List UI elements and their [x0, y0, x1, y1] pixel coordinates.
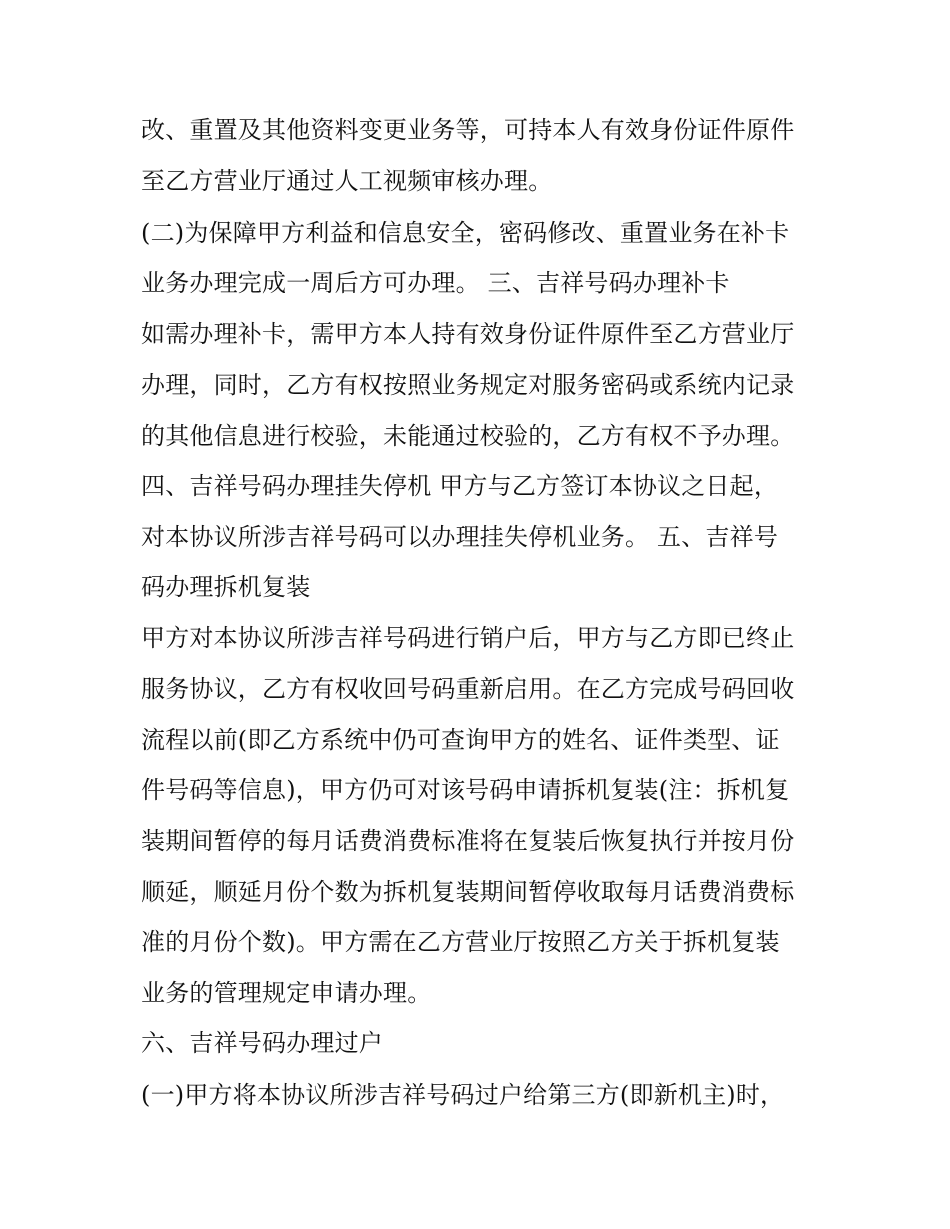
text-line: 码办理拆机复装 [141, 573, 311, 601]
text-line: 服务协议，乙方有权收回号码重新启用。在乙方完成号码回收 [141, 675, 795, 703]
text-line: 业务办理完成一周后方可办理。 三、吉祥号码办理补卡 [141, 269, 730, 297]
text-line: 改、重置及其他资料变更业务等，可持本人有效身份证件原件 [141, 116, 795, 144]
text-line: (二)为保障甲方利益和信息安全，密码修改、重置业务在补卡 [141, 219, 790, 247]
text-line: 四、吉祥号码办理挂失停机 甲方与乙方签订本协议之日起， [141, 472, 779, 500]
text-line: 的其他信息进行校验，未能通过校验的，乙方有权不予办理。 [141, 422, 795, 450]
text-line: 件号码等信息)，甲方仍可对该号码申请拆机复装(注：拆机复 [141, 776, 790, 804]
text-line: 业务的管理规定申请办理。 [141, 979, 432, 1007]
text-line: 准的月份个数)。甲方需在乙方营业厅按照乙方关于拆机复装 [141, 928, 780, 956]
text-line: 如需办理补卡，需甲方本人持有效身份证件原件至乙方营业厅 [141, 320, 795, 348]
text-line: 至乙方营业厅通过人工视频审核办理。 [141, 167, 553, 195]
text-line: 顺延，顺延月份个数为拆机复装期间暂停收取每月话费消费标 [141, 878, 795, 906]
text-line: 对本协议所涉吉祥号码可以办理挂失停机业务。 五、吉祥号 [141, 523, 779, 551]
text-line: 办理，同时，乙方有权按照业务规定对服务密码或系统内记录 [141, 371, 795, 399]
text-line: 装期间暂停的每月话费消费标准将在复装后恢复执行并按月份 [141, 827, 795, 855]
text-line: (一)甲方将本协议所涉吉祥号码过户给第三方(即新机主)时， [141, 1081, 785, 1109]
text-line: 六、吉祥号码办理过户 [141, 1029, 383, 1057]
text-line: 甲方对本协议所涉吉祥号码进行销户后，甲方与乙方即已终止 [141, 624, 795, 652]
text-line: 流程以前(即乙方系统中仍可查询甲方的姓名、证件类型、证 [141, 726, 780, 754]
